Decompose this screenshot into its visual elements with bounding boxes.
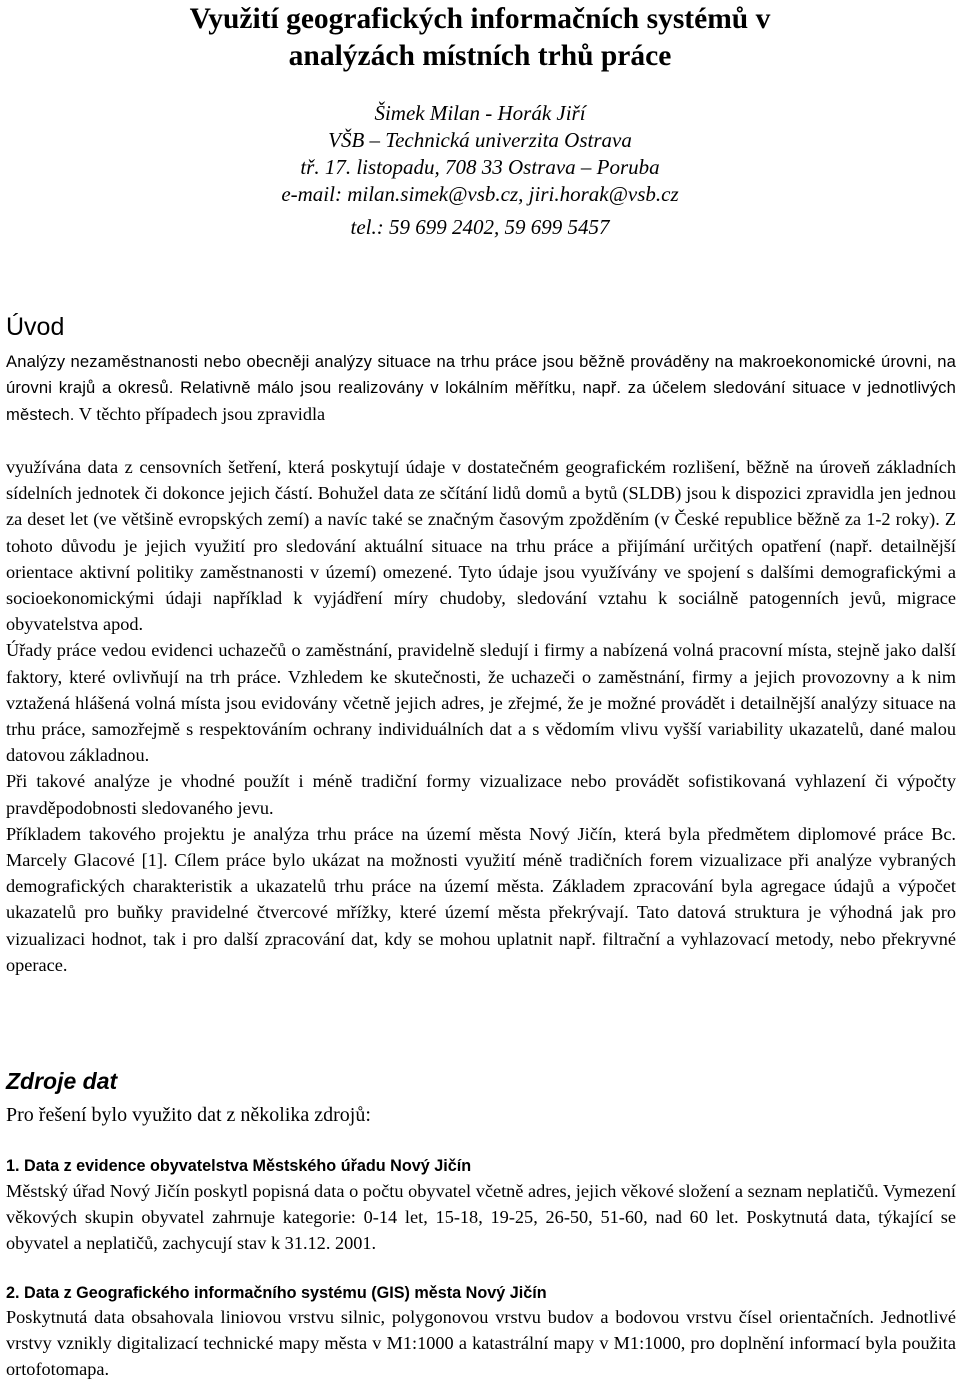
paragraph-census: využívána data z censovních šetření, která poskytují údaje v dostatečném geografickém rozlišení, běžně na úroveň základních sídelních jednotek či dokonce jejich částí. Bohužel data ze sčítání lidů domů a bytů (SLDB) jsou k dispozici zpravidla jen jednou za deset let (ve většině evropských zemí) a navíc také se značným časovým zpožděním (v České republice běžně za 1-2 roky). Z tohoto důvodu je jejich využití pro sledování aktuální situace na trhu práce a přijímání určitých opatření (např. detailnější orientace aktivní politiky zaměstnanosti v území) omezené. Tyto údaje jsou využívány ve spojení s dalšími demografickými a socioekonomickými údaji například k vyjádření míry chudoby, sledování vztahu k sociálně patogenních jevů, migrace obyvatelstva apod. (6, 457, 956, 635)
paragraph-visualization: Při takové analýze je vhodné použít i méně tradiční formy vizualizace nebo provádět sofistikovaná vyhlazení či výpočty pravděpodobnosti sledovaného jevu. (6, 771, 956, 818)
paragraph-labour-offices: Úřady práce vedou evidenci uchazečů o zaměstnání, pravidelně sledují i firmy a nabízená volná pracovní místa, stejně jako další faktory, které ovlivňují na trh práce. Vzhledem ke skutečnosti, že uchazeči o zaměstnání, firmy a jejich provozovny a k nim vztažená hlášená volná místa jsou evidovány včetně jejich adres, je zřejmé, že je možné provádět i detailnější analýzy situace na trhu práce, samozřejmě s respektováním ochrany individuálních dat a s vědomím vlivu vyšší variability ukazatelů, dané malou datovou základnou. (6, 640, 956, 766)
intro-text-sans: Analýzy nezaměstnanosti nebo obecněji analýzy situace na trhu práce jsou běžně prováděny na makroekonomické úrovni, na úrovni krajů a okresů. Relativně málo jsou realizovány v lokálním měřítku, např. za účelem sledování situace v jednotlivých městech. (6, 352, 956, 425)
paragraph-example-project: Příkladem takového projektu je analýza trhu práce na území města Nový Jičín, která byla předmětem diplomové práce Bc. Marcely Glacové [1]. Cílem práce bylo ukázat na možnosti využití méně tradičních forem vizualizace při analýze vybraných demografických charakteristik a ukazatelů trhu práce na území města. Základem zpracování byla agregace údajů a výpočet ukazatelů pro buňky pravidelné čtvercové mřížky, které území města překrývají. Tato datová struktura je výhodná jak pro vizualizaci hodnot, tak i pro další zpracování dat, kdy se mohou uplatnit např. filtrační a vyhlazovací metody, nebo překryvné operace. (6, 823, 956, 975)
paper-title-line-2: analýzách místních trhů práce (288, 40, 672, 72)
address: tř. 17. listopadu, 708 33 Ostrava – Poruba (300, 155, 660, 179)
intro-text-serif: V těchto případech jsou zpravidla (74, 404, 326, 425)
section-heading-data-sources: Zdroje dat (6, 1068, 118, 1094)
sources-intro: Pro řešení bylo využito dat z několika zdrojů: (6, 1104, 371, 1126)
intro-body (6, 454, 956, 978)
affiliation: VŠB – Technická univerzita Ostrava (328, 128, 632, 152)
email-line: e-mail: milan.simek@vsb.cz, jiri.horak@vsb.cz (281, 182, 679, 206)
paper-title-line-1: Využití geografických informačních systémů v (189, 3, 771, 35)
intro-paragraph (6, 349, 956, 429)
source-1-text: Městský úřad Nový Jičín poskytl popisná data o počtu obyvatel včetně adres, jejich věkové složení a seznam neplatičů. Vymezení věkových skupin obyvatel zahrnuje kategorie: 0-14 let, 15-18, 19-25, 26-50, 51-60, nad 60 let. Poskytnutá data, týkající se obyvatel a neplatičů, zachycují stav k 31.12. 2001. (6, 1181, 956, 1254)
phone-line: tel.: 59 699 2402, 59 699 5457 (350, 215, 610, 239)
source-2-text: Poskytnutá data obsahovala liniovou vrstvu silnic, polygonovou vrstvu budov a bodovou vrstvu čísel orientačních. Jednotlivé vrstvy vznikly digitalizací technické mapy města v M1:1000 a katastrální mapy v M1:1000, pro doplnění informací byla použita ortofotomapa. (6, 1307, 956, 1380)
subheading-source-1: 1. Data z evidence obyvatelstva Městského úřadu Nový Jičín (6, 1157, 472, 1175)
authors: Šimek Milan - Horák Jiří (374, 101, 586, 125)
section-heading-intro: Úvod (6, 313, 65, 341)
subheading-source-2: 2. Data z Geografického informačního systému (GIS) města Nový Jičín (6, 1284, 547, 1302)
